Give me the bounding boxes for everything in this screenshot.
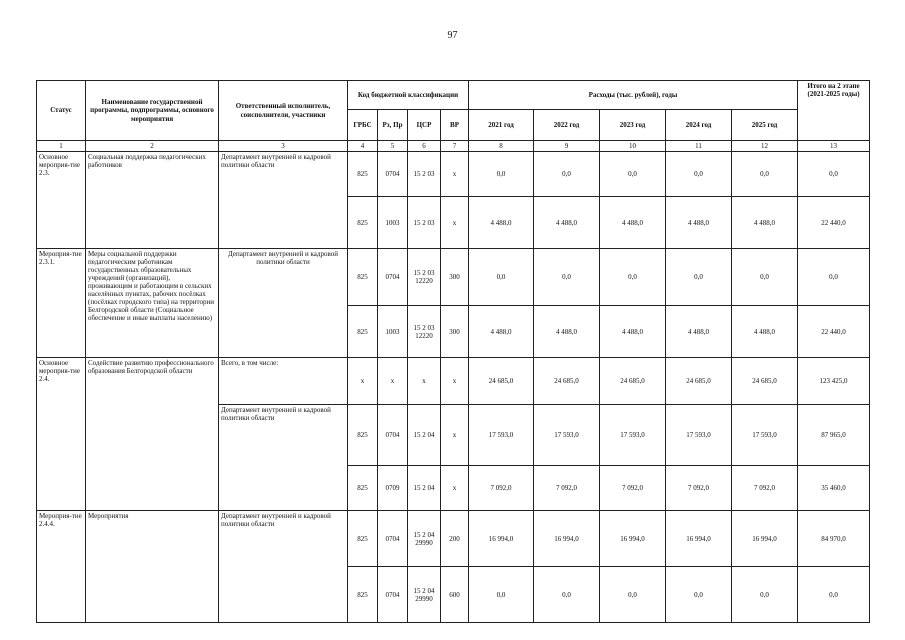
- value-2021: 4 488,0: [469, 197, 534, 249]
- csr-cell: 15 2 04: [408, 405, 441, 466]
- value-2025: 24 685,0: [732, 358, 798, 405]
- value-2025: 4 488,0: [732, 306, 798, 358]
- value-2024: 17 593,0: [666, 405, 732, 466]
- csr-cell: 15 2 03 12220: [408, 249, 441, 306]
- value-total: 0,0: [798, 567, 870, 623]
- table-row: [37, 152, 870, 197]
- header-vr: ВР: [441, 110, 469, 141]
- name-cell: Содействие развитию профессионального образования Белгородской области: [86, 358, 219, 511]
- csr-cell: 15 2 03 12220: [408, 306, 441, 358]
- responsible-cell: Департамент внутренней и кадровой политики области: [219, 152, 348, 249]
- value-2023: 0,0: [600, 249, 666, 306]
- responsible-cell: Департамент внутренней и кадровой политики области: [219, 511, 348, 623]
- grbs-cell: 825: [348, 567, 378, 623]
- responsible-cell: Департамент внутренней и кадровой политики области: [219, 405, 348, 511]
- value-2021: 0,0: [469, 567, 534, 623]
- column-number: 5: [378, 141, 408, 152]
- column-number: 7: [441, 141, 469, 152]
- vr-cell: 200: [441, 511, 469, 567]
- value-2023: 24 685,0: [600, 358, 666, 405]
- value-2021: 7 092,0: [469, 466, 534, 511]
- value-2023: 17 593,0: [600, 405, 666, 466]
- status-cell: Основное мероприя-тие 2.3.: [37, 152, 86, 249]
- csr-cell: 15 2 04 29990: [408, 567, 441, 623]
- grbs-cell: 825: [348, 249, 378, 306]
- column-number: 8: [469, 141, 534, 152]
- value-2024: 0,0: [666, 567, 732, 623]
- value-2023: 0,0: [600, 567, 666, 623]
- rzpr-cell: 0704: [378, 152, 408, 197]
- value-2023: 0,0: [600, 152, 666, 197]
- value-2024: 4 488,0: [666, 306, 732, 358]
- column-number: 9: [534, 141, 600, 152]
- value-2022: 4 488,0: [534, 197, 600, 249]
- vr-cell: 300: [441, 306, 469, 358]
- value-total: 123 425,0: [798, 358, 870, 405]
- value-total: 0,0: [798, 152, 870, 197]
- name-cell: Социальная поддержка педагогических работников: [86, 152, 219, 249]
- value-2025: 0,0: [732, 152, 798, 197]
- value-2021: 0,0: [469, 152, 534, 197]
- value-2022: 0,0: [534, 152, 600, 197]
- status-cell: Основное мероприя-тие 2.4.: [37, 358, 86, 511]
- vr-cell: 600: [441, 567, 469, 623]
- value-2022: 4 488,0: [534, 306, 600, 358]
- value-2025: 4 488,0: [732, 197, 798, 249]
- header-2024: 2024 год: [666, 110, 732, 141]
- header-name: Наименование государственной программы, подпрограммы, основного мероприятия: [86, 81, 219, 141]
- value-total: 22 440,0: [798, 197, 870, 249]
- value-2023: 4 488,0: [600, 197, 666, 249]
- column-number: 3: [219, 141, 348, 152]
- value-2025: 17 593,0: [732, 405, 798, 466]
- header-rzpr: Рз, Пр: [378, 110, 408, 141]
- column-number-row: [37, 141, 870, 152]
- value-2024: 7 092,0: [666, 466, 732, 511]
- value-2022: 16 994,0: [534, 511, 600, 567]
- header-expenses: Расходы (тыс. рублей), годы: [469, 81, 798, 110]
- header-budget-code: Код бюджетной классификации: [348, 81, 469, 110]
- vr-cell: х: [441, 197, 469, 249]
- value-2024: 24 685,0: [666, 358, 732, 405]
- column-number: 4: [348, 141, 378, 152]
- value-2022: 24 685,0: [534, 358, 600, 405]
- value-2022: 17 593,0: [534, 405, 600, 466]
- vr-cell: х: [441, 466, 469, 511]
- value-2022: 0,0: [534, 249, 600, 306]
- value-2021: 17 593,0: [469, 405, 534, 466]
- rzpr-cell: 0704: [378, 511, 408, 567]
- rzpr-cell: 0709: [378, 466, 408, 511]
- grbs-cell: х: [348, 358, 378, 405]
- grbs-cell: 825: [348, 197, 378, 249]
- value-2023: 4 488,0: [600, 306, 666, 358]
- csr-cell: 15 2 04 29990: [408, 511, 441, 567]
- column-number: 10: [600, 141, 666, 152]
- value-2022: 0,0: [534, 567, 600, 623]
- vr-cell: х: [441, 405, 469, 466]
- value-2024: 16 994,0: [666, 511, 732, 567]
- header-grbs: ГРБС: [348, 110, 378, 141]
- column-number: 12: [732, 141, 798, 152]
- value-2025: 0,0: [732, 567, 798, 623]
- column-number: 11: [666, 141, 732, 152]
- grbs-cell: 825: [348, 152, 378, 197]
- rzpr-cell: 0704: [378, 249, 408, 306]
- name-cell: Меры социальной поддержки педагогическим работникам государственных образовательных учреждений (организаций), проживающим и работающим в сельских населённых пунктах, рабочих посёлках (посёлках городского типа) на территории Белгородской области (Социальное обеспечение и иные выплаты населению): [86, 249, 219, 358]
- value-total: 87 965,0: [798, 405, 870, 466]
- csr-cell: 15 2 03: [408, 152, 441, 197]
- header-csr: ЦСР: [408, 110, 441, 141]
- csr-cell: х: [408, 358, 441, 405]
- value-2021: 4 488,0: [469, 306, 534, 358]
- value-2021: 24 685,0: [469, 358, 534, 405]
- column-number: 1: [37, 141, 86, 152]
- csr-cell: 15 2 03: [408, 197, 441, 249]
- value-2024: 0,0: [666, 249, 732, 306]
- value-2022: 7 092,0: [534, 466, 600, 511]
- header-2025: 2025 год: [732, 110, 798, 141]
- header-total: Итого на 2 этапе (2021-2025 годы): [798, 81, 870, 141]
- column-number: 6: [408, 141, 441, 152]
- value-total: 0,0: [798, 249, 870, 306]
- header-responsible: Ответственный исполнитель, соисполнители, участники: [219, 81, 348, 141]
- table-row: [37, 358, 870, 405]
- status-cell: Мероприя-тие 2.3.1.: [37, 249, 86, 358]
- responsible-cell: Департамент внутренней и кадровой политики области: [219, 249, 348, 358]
- vr-cell: х: [441, 358, 469, 405]
- value-2023: 16 994,0: [600, 511, 666, 567]
- column-number: 2: [86, 141, 219, 152]
- csr-cell: 15 2 04: [408, 466, 441, 511]
- table-row: [37, 249, 870, 306]
- name-cell: Мероприятия: [86, 511, 219, 623]
- grbs-cell: 825: [348, 405, 378, 466]
- value-total: 35 460,0: [798, 466, 870, 511]
- header-2023: 2023 год: [600, 110, 666, 141]
- rzpr-cell: 0704: [378, 567, 408, 623]
- rzpr-cell: 1003: [378, 197, 408, 249]
- vr-cell: 300: [441, 249, 469, 306]
- responsible-all-cell: Всего, в том числе:: [219, 358, 348, 405]
- status-cell: Мероприя-тие 2.4.4.: [37, 511, 86, 623]
- value-2024: 0,0: [666, 152, 732, 197]
- header-status: Статус: [37, 81, 86, 141]
- rzpr-cell: 1003: [378, 306, 408, 358]
- vr-cell: х: [441, 152, 469, 197]
- value-2021: 16 994,0: [469, 511, 534, 567]
- value-total: 84 970,0: [798, 511, 870, 567]
- value-2024: 4 488,0: [666, 197, 732, 249]
- value-2021: 0,0: [469, 249, 534, 306]
- rzpr-cell: 0704: [378, 405, 408, 466]
- grbs-cell: 825: [348, 306, 378, 358]
- grbs-cell: 825: [348, 511, 378, 567]
- header-2022: 2022 год: [534, 110, 600, 141]
- budget-table: [36, 80, 870, 623]
- value-2025: 16 994,0: [732, 511, 798, 567]
- value-2025: 7 092,0: [732, 466, 798, 511]
- value-2023: 7 092,0: [600, 466, 666, 511]
- column-number: 13: [798, 141, 870, 152]
- value-total: 22 440,0: [798, 306, 870, 358]
- value-2025: 0,0: [732, 249, 798, 306]
- rzpr-cell: х: [378, 358, 408, 405]
- grbs-cell: 825: [348, 466, 378, 511]
- table-row: [37, 511, 870, 567]
- header-2021: 2021 год: [469, 110, 534, 141]
- page-number: 97: [447, 30, 458, 41]
